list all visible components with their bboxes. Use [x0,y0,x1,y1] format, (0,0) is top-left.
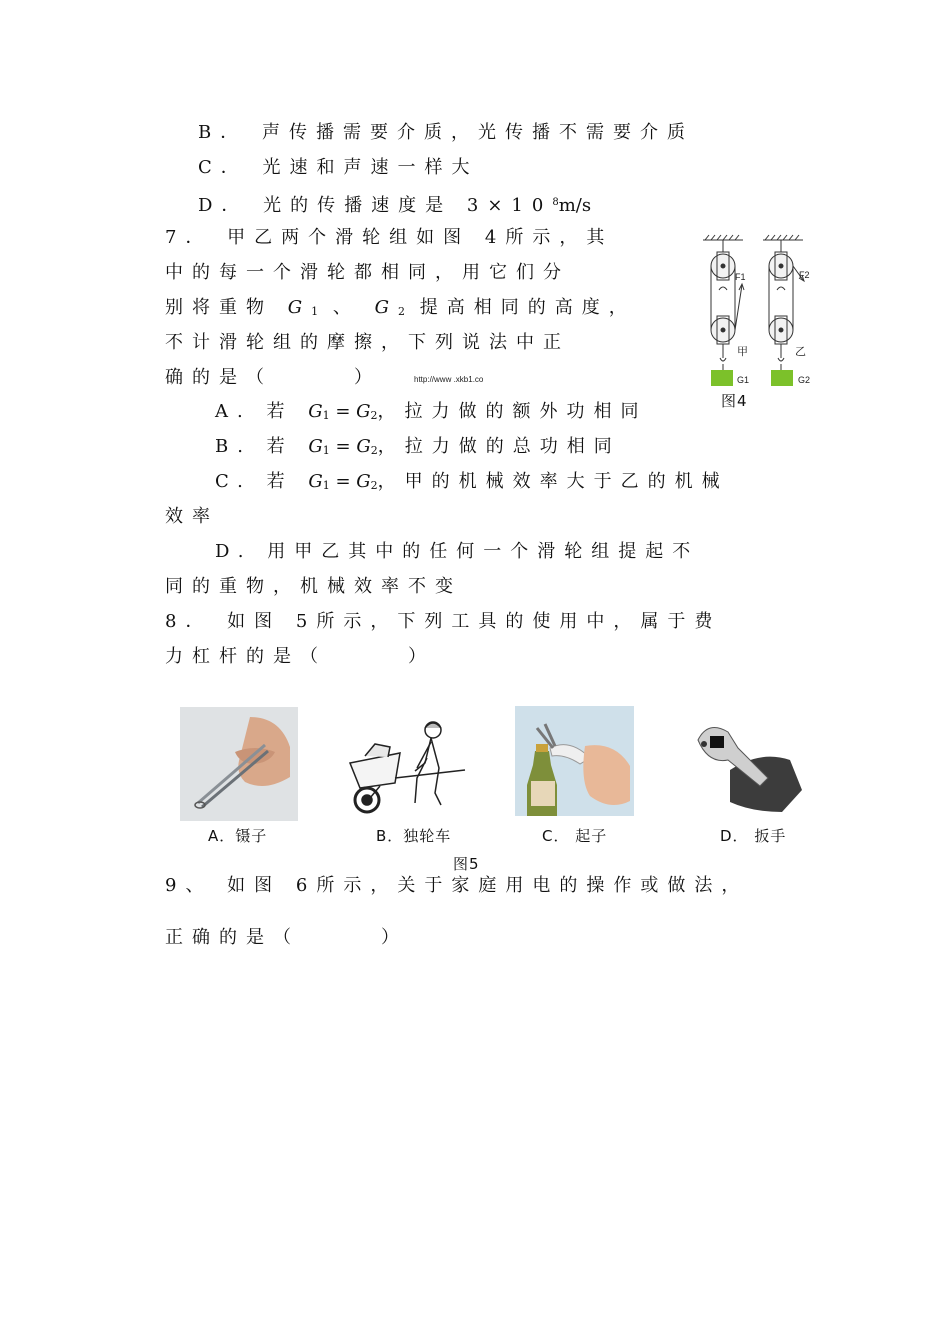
label-f2: F2 [799,270,810,280]
label-f1: F1 [735,272,746,282]
bottle-opener-image [515,706,634,816]
q7-line-4: 不计滑轮组的摩擦，下列说法中正 [165,332,570,353]
label-g1: G1 [737,375,750,385]
q9-line-2: 正确的是（ ） [165,927,408,948]
tool-c-caption: C． 起子 [542,827,608,845]
wrench-image [690,720,802,812]
figure-4-caption: 图4 [721,392,748,410]
q7-line-1: 7． 甲乙两个滑轮组如图 4所示，其 [165,227,614,248]
tool-b-caption: B．独轮车 [376,827,452,845]
q7-option-c-cont: 效率 [165,506,219,527]
q7-line-3: 别将重物 $G_1$ 、 $G_2$ 提高相同的高度， [165,297,636,318]
q9-line-1: 9、 如图 6所示，关于家庭用电的操作或做法， [165,875,749,896]
weight-g2 [771,370,793,386]
label-g2: G2 [798,375,811,385]
q7-option-a: A. 若 $G_1 = G_2$，拉力做的额外功相同 [215,401,648,422]
label-yi: 乙 [795,346,806,358]
weight-g1 [711,370,733,386]
q7-option-d-cont: 同的重物，机械效率不变 [165,576,462,597]
wheelbarrow-image [345,718,470,818]
q7-option-c: C. 若 $G_1 = G_2$，甲的机械效率大于乙的机械 [215,471,729,492]
q7-option-d: D. 用甲乙其中的任何一个滑轮组提起不 [215,541,700,562]
figure-5-caption: 图5 [453,855,480,873]
q6-option-c: C． 光速和声速一样大 [198,157,479,178]
label-jia: 甲 [737,346,748,358]
tweezers-image [180,707,298,821]
q7-option-b: B. 若 $G_1 = G_2$，拉力做的总功相同 [215,436,621,457]
q6-option-d: D． 光的传播速度是 $3\times 10^8m/s$ [198,195,592,216]
watermark-text: http://www .xkb1.co [414,375,484,384]
q6-option-b: B． 声传播需要介质，光传播不需要介质 [198,122,694,143]
tool-a-caption: A．镊子 [208,827,268,845]
pulley-figure [695,230,825,415]
tool-d-caption: D． 扳手 [720,827,787,845]
q7-line-5: 确的是（ ） [165,367,381,388]
q7-line-2: 中的每一个滑轮都相同，用它们分 [165,262,570,283]
q8-line-2: 力杠杆的是（ ） [165,646,435,667]
q8-line-1: 8． 如图 5所示，下列工具的使用中，属于费 [165,611,722,632]
